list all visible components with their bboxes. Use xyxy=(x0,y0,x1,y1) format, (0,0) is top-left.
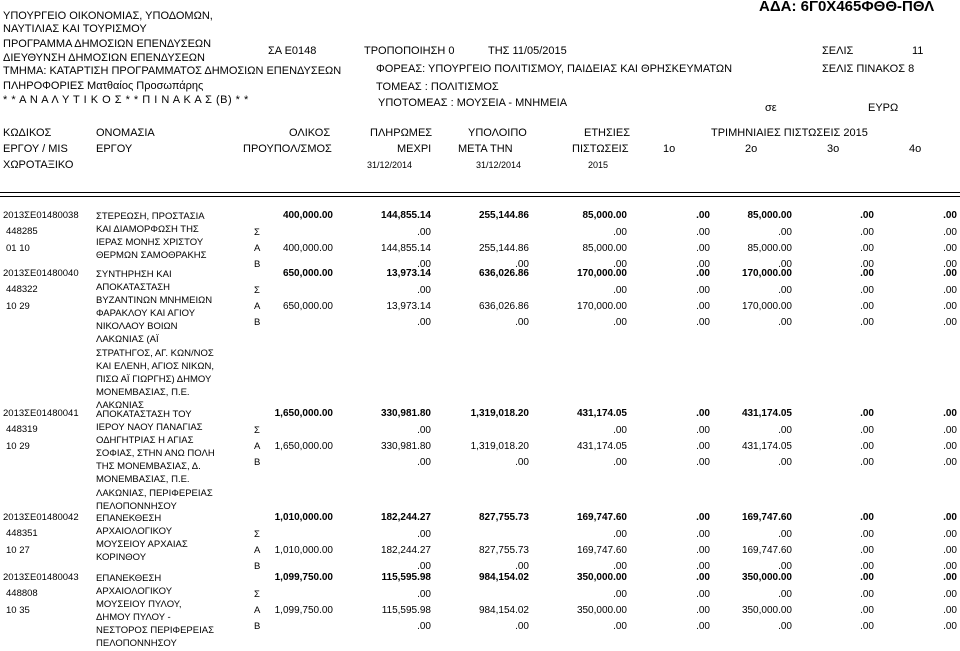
description-line: ΣΤΡΑΤΗΓΟΣ, ΑΓ. ΚΩΝ/ΝΟΣ xyxy=(96,347,214,359)
row-type-label: Α xyxy=(254,301,261,312)
cell-total: 1,099,750.00 xyxy=(274,572,333,583)
cell-q2: .00 xyxy=(778,621,792,632)
cell-paid: .00 xyxy=(417,561,431,572)
table-page-number: ΣΕΛΙΣ ΠΙΝΑΚΟΣ 8 xyxy=(822,63,915,75)
page-number: 11 xyxy=(912,45,924,57)
units-prefix: σε xyxy=(765,102,777,114)
description-line: ΕΠΑΝΕΚΘΕΣΗ xyxy=(96,513,162,524)
cell-q1: .00 xyxy=(696,259,710,270)
cell-annual: 431,174.05 xyxy=(576,441,627,452)
project-code: 2013ΣΕ01480043 xyxy=(3,572,79,583)
cell-q4: .00 xyxy=(943,457,957,468)
cell-paid: .00 xyxy=(417,589,431,600)
cell-q2: .00 xyxy=(778,589,792,600)
project-description xyxy=(96,210,246,262)
cell-q2: 431,174.05 xyxy=(741,441,792,452)
col-etisies-2: ΠΙΣΤΩΣΕΙΣ xyxy=(572,143,629,155)
cell-q2: .00 xyxy=(778,227,792,238)
project-region: 10 27 xyxy=(6,545,30,556)
cell-rest: 1,319,018.20 xyxy=(470,408,529,419)
cell-annual: 350,000.00 xyxy=(576,605,627,616)
cell-paid: .00 xyxy=(417,259,431,270)
cell-annual: 350,000.00 xyxy=(576,572,627,583)
cell-q2: 169,747.60 xyxy=(741,512,792,523)
cell-paid: 144,855.14 xyxy=(380,210,431,221)
row-type-label: Β xyxy=(254,621,261,632)
cell-annual: .00 xyxy=(613,317,627,328)
cell-q4: .00 xyxy=(943,572,957,583)
description-line: ΣΟΦΙΑΣ, ΣΤΗΝ ΑΝΩ ΠΟΛΗ xyxy=(96,448,215,460)
project-code: 2013ΣΕ01480040 xyxy=(3,268,79,279)
analytic-table-title: * * Α Ν Α Λ Υ Τ Ι Κ Ο Σ * * Π Ι Ν Α Κ Α Σ (Β) * * xyxy=(3,94,249,106)
cell-rest: .00 xyxy=(515,621,529,632)
cell-rest: 984,154.02 xyxy=(478,572,529,583)
cell-annual: 431,174.05 xyxy=(576,408,627,419)
cell-annual: 85,000.00 xyxy=(582,210,627,221)
description-line: ΜΟΝΕΜΒΑΣΙΑΣ, Π.Ε. xyxy=(96,386,190,398)
cell-paid: .00 xyxy=(417,227,431,238)
info-line: ΠΛΗΡΟΦΟΡΙΕΣ Ματθαίος Προσωπάρης xyxy=(3,80,204,92)
description-line: ΠΕΛΟΠΟΝΝΗΣΟΥ xyxy=(96,500,177,512)
cell-paid: 182,244.27 xyxy=(380,512,431,523)
cell-q2: 431,174.05 xyxy=(741,408,792,419)
cell-q3: .00 xyxy=(860,621,874,632)
cell-paid: .00 xyxy=(417,425,431,436)
cell-total: 650,000.00 xyxy=(282,268,333,279)
description-line: ΑΠΟΚΑΤΑΣΤΑΣΗ xyxy=(96,282,171,294)
description-line: ΙΕΡΟΥ ΝΑΟΥ ΠΑΝΑΓΙΑΣ xyxy=(96,422,203,434)
cell-paid: 13,973.14 xyxy=(386,301,431,312)
cell-q1: .00 xyxy=(696,572,710,583)
cell-paid: .00 xyxy=(417,529,431,540)
col-q2: 2ο xyxy=(745,143,758,155)
cell-q2: 169,747.60 xyxy=(741,545,792,556)
col-ypoloipo-3: 31/12/2014 xyxy=(476,160,522,170)
header-separator-bottom xyxy=(0,196,960,197)
cell-rest: 636,026.86 xyxy=(478,268,529,279)
col-kodikos-3: ΧΩΡΟΤΑΞΙΚΟ xyxy=(3,159,74,171)
cell-rest: 255,144.86 xyxy=(478,210,529,221)
cell-q2: .00 xyxy=(778,561,792,572)
cell-q1: .00 xyxy=(696,210,710,221)
row-type-label: Β xyxy=(254,259,261,270)
col-olikos-1: ΟΛΙΚΟΣ xyxy=(289,127,331,139)
description-line: ΟΔΗΓΗΤΡΙΑΣ Η ΑΓΙΑΣ xyxy=(96,435,194,447)
cell-q3: .00 xyxy=(860,561,874,572)
project-code: 2013ΣΕ01480041 xyxy=(3,408,79,419)
cell-q3: .00 xyxy=(860,210,874,221)
header-separator-top xyxy=(0,192,960,193)
row-type-label: Σ xyxy=(254,589,260,600)
col-onomasia-2: ΕΡΓΟΥ xyxy=(96,143,133,155)
ministry-line-2: ΝΑΥΤΙΛΙΑΣ ΚΑΙ ΤΟΥΡΙΣΜΟΥ xyxy=(3,23,147,35)
cell-total: 1,099,750.00 xyxy=(274,605,333,616)
description-line: ΤΗΣ ΜΟΝΕΜΒΑΣΙΑΣ, Δ. xyxy=(96,461,201,473)
cell-rest: .00 xyxy=(515,259,529,270)
cell-q1: .00 xyxy=(696,512,710,523)
col-onomasia-1: ΟΝΟΜΑΣΙΑ xyxy=(96,127,155,139)
col-q1: 1ο xyxy=(663,143,676,155)
cell-q4: .00 xyxy=(943,621,957,632)
description-line: ΘΕΡΜΩΝ ΣΑΜΟΘΡΑΚΗΣ xyxy=(96,250,207,262)
col-olikos-2: ΠΡΟΥΠΟΛ/ΣΜΟΣ xyxy=(243,143,332,155)
description-line: ΣΤΕΡΕΩΣΗ, ΠΡΟΣΤΑΣΙΑ xyxy=(96,211,205,222)
row-type-label: Β xyxy=(254,561,261,572)
row-type-label: Σ xyxy=(254,285,260,296)
cell-q4: .00 xyxy=(943,408,957,419)
cell-q1: .00 xyxy=(696,441,710,452)
description-line: ΒΥΖΑΝΤΙΝΩΝ ΜΝΗΜΕΙΩΝ xyxy=(96,295,213,307)
cell-annual: 170,000.00 xyxy=(576,268,627,279)
row-type-label: Α xyxy=(254,243,261,254)
cell-annual: .00 xyxy=(613,285,627,296)
cell-total: 400,000.00 xyxy=(282,210,333,221)
description-line: ΚΑΙ ΕΛΕΝΗ, ΑΓΙΟΣ ΝΙΚΩΝ, xyxy=(96,360,214,372)
cell-q4: .00 xyxy=(943,243,957,254)
cell-q2: .00 xyxy=(778,317,792,328)
description-line: ΛΑΚΩΝΙΑΣ, ΠΕΡΙΦΕΡΕΙΑΣ xyxy=(96,487,213,499)
description-line: ΚΟΡΙΝΘΟΥ xyxy=(96,552,147,564)
cell-q4: .00 xyxy=(943,285,957,296)
cell-q1: .00 xyxy=(696,243,710,254)
cell-total: 400,000.00 xyxy=(282,243,333,254)
project-region: 10 29 xyxy=(6,441,30,452)
amendment-date: ΤΗΣ 11/05/2015 xyxy=(488,45,567,57)
cell-paid: 330,981.80 xyxy=(380,441,431,452)
description-line: ΕΠΑΝΕΚΘΕΣΗ xyxy=(96,573,162,584)
cell-total: 1,650,000.00 xyxy=(274,408,333,419)
cell-rest: .00 xyxy=(515,561,529,572)
ypotomeas-line: ΥΠΟΤΟΜΕΑΣ : ΜΟΥΣΕΙΑ - ΜΝΗΜΕΙΑ xyxy=(378,97,568,109)
description-line: ΦΑΡΑΚΛΟΥ ΚΑΙ ΑΓΙΟΥ xyxy=(96,308,196,320)
col-etisies-3: 2015 xyxy=(588,160,609,170)
sa-code: ΣΑ Ε0148 xyxy=(268,45,317,57)
description-line: ΚΑΙ ΔΙΑΜΟΡΦΩΣΗ ΤΗΣ xyxy=(96,224,199,236)
description-line: ΔΗΜΟΥ ΠΥΛΟΥ - xyxy=(96,612,171,624)
project-region: 01 10 xyxy=(6,243,30,254)
row-type-label: Α xyxy=(254,605,261,616)
cell-q3: .00 xyxy=(860,605,874,616)
cell-q3: .00 xyxy=(860,572,874,583)
cell-q1: .00 xyxy=(696,425,710,436)
row-type-label: Β xyxy=(254,317,261,328)
cell-q3: .00 xyxy=(860,408,874,419)
row-type-label: Β xyxy=(254,457,261,468)
cell-q3: .00 xyxy=(860,441,874,452)
description-line: ΑΡΧΑΙΟΛΟΓΙΚΟΥ xyxy=(96,526,173,538)
cell-q4: .00 xyxy=(943,317,957,328)
cell-q1: .00 xyxy=(696,301,710,312)
cell-annual: .00 xyxy=(613,589,627,600)
cell-annual: 85,000.00 xyxy=(582,243,627,254)
cell-q2: 350,000.00 xyxy=(741,572,792,583)
col-pliromes-3: 31/12/2014 xyxy=(367,160,413,170)
currency-label: ΕΥΡΩ xyxy=(868,102,899,114)
cell-q4: .00 xyxy=(943,512,957,523)
col-etisies-1: ΕΤΗΣΙΕΣ xyxy=(584,127,630,139)
cell-rest: 636,026.86 xyxy=(478,301,529,312)
cell-q2: 350,000.00 xyxy=(741,605,792,616)
cell-rest: 255,144.86 xyxy=(478,243,529,254)
cell-q4: .00 xyxy=(943,605,957,616)
cell-q4: .00 xyxy=(943,268,957,279)
project-mis: 448322 xyxy=(6,284,38,295)
cell-annual: .00 xyxy=(613,227,627,238)
cell-q3: .00 xyxy=(860,589,874,600)
cell-paid: .00 xyxy=(417,621,431,632)
cell-annual: .00 xyxy=(613,259,627,270)
col-ypoloipo-2: ΜΕΤΑ ΤΗΝ xyxy=(458,143,513,155)
cell-q2: 170,000.00 xyxy=(741,301,792,312)
cell-paid: 182,244.27 xyxy=(380,545,431,556)
cell-rest: 1,319,018.20 xyxy=(470,441,529,452)
col-pliromes-1: ΠΛΗΡΩΜΕΣ xyxy=(370,127,433,139)
col-ypoloipo-1: ΥΠΟΛΟΙΠΟ xyxy=(468,127,527,139)
description-line: ΑΠΟΚΑΤΑΣΤΑΣΗ ΤΟΥ xyxy=(96,409,192,420)
cell-q4: .00 xyxy=(943,561,957,572)
description-line: ΝΙΚΟΛΑΟΥ ΒΟΙΩΝ xyxy=(96,321,178,333)
description-line: ΜΟΥΣΕΙΟΥ ΑΡΧΑΙΑΣ xyxy=(96,539,188,551)
col-kodikos-1: ΚΩΔΙΚΟΣ xyxy=(3,127,52,139)
cell-annual: 170,000.00 xyxy=(576,301,627,312)
cell-q4: .00 xyxy=(943,425,957,436)
page-label: ΣΕΛΙΣ xyxy=(822,45,854,57)
cell-q4: .00 xyxy=(943,441,957,452)
row-type-label: Σ xyxy=(254,227,260,238)
amendment-number: ΤΡΟΠΟΠΟΙΗΣΗ 0 xyxy=(364,45,455,57)
col-kodikos-2: ΕΡΓΟΥ / MIS xyxy=(3,143,68,155)
cell-rest: 984,154.02 xyxy=(478,605,529,616)
description-line: ΛΑΚΩΝΙΑΣ xyxy=(96,399,144,411)
cell-paid: .00 xyxy=(417,457,431,468)
cell-total: 1,010,000.00 xyxy=(274,512,333,523)
description-line: ΛΑΚΩΝΙΑΣ (ΑΪ xyxy=(96,334,159,346)
cell-annual: .00 xyxy=(613,457,627,468)
cell-q3: .00 xyxy=(860,243,874,254)
cell-q3: .00 xyxy=(860,301,874,312)
cell-q3: .00 xyxy=(860,425,874,436)
description-line: ΜΟΥΣΕΙΟΥ ΠΥΛΟΥ, xyxy=(96,599,182,611)
cell-q4: .00 xyxy=(943,227,957,238)
cell-total: 1,010,000.00 xyxy=(274,545,333,556)
cell-q4: .00 xyxy=(943,210,957,221)
cell-annual: .00 xyxy=(613,529,627,540)
cell-q2: .00 xyxy=(778,457,792,468)
cell-annual: .00 xyxy=(613,561,627,572)
cell-total: 650,000.00 xyxy=(282,301,333,312)
cell-q4: .00 xyxy=(943,259,957,270)
row-type-label: Α xyxy=(254,441,261,452)
description-line: ΠΕΛΟΠΟΝΝΗΣΟΥ xyxy=(96,638,177,650)
tomeas-line: ΤΟΜΕΑΣ : ΠΟΛΙΤΙΣΜΟΣ xyxy=(376,81,499,93)
cell-q2: .00 xyxy=(778,285,792,296)
col-triminiaies: ΤΡΙΜΗΝΙΑΙΕΣ ΠΙΣΤΩΣΕΙΣ 2015 xyxy=(711,127,868,139)
directorate-line: ΔΙΕΥΘΥΝΣΗ ΔΗΜΟΣΙΩΝ ΕΠΕΝΔΥΣΕΩΝ xyxy=(3,52,205,64)
project-description xyxy=(96,408,246,513)
project-mis: 448808 xyxy=(6,588,38,599)
cell-annual: .00 xyxy=(613,621,627,632)
cell-annual: .00 xyxy=(613,425,627,436)
cell-q1: .00 xyxy=(696,457,710,468)
cell-paid: 115,595.98 xyxy=(381,572,431,583)
cell-q3: .00 xyxy=(860,268,874,279)
cell-annual: 169,747.60 xyxy=(576,545,627,556)
cell-q4: .00 xyxy=(943,301,957,312)
cell-q1: .00 xyxy=(696,589,710,600)
cell-q2: 85,000.00 xyxy=(747,243,792,254)
cell-q2: .00 xyxy=(778,425,792,436)
description-line: ΜΟΝΕΜΒΑΣΙΑΣ, Π.Ε. xyxy=(96,474,190,486)
cell-rest: 827,755.73 xyxy=(478,545,529,556)
cell-q1: .00 xyxy=(696,561,710,572)
row-type-label: Σ xyxy=(254,529,260,540)
project-description xyxy=(96,572,246,651)
description-line: ΝΕΣΤΟΡΟΣ ΠΕΡΙΦΕΡΕΙΑΣ xyxy=(96,625,214,637)
ada-code: ΑΔΑ: 6Γ0Χ465ΦΘΘ-ΠΘΛ xyxy=(759,0,935,15)
cell-q2: .00 xyxy=(778,529,792,540)
cell-paid: 115,595.98 xyxy=(381,605,431,616)
cell-q4: .00 xyxy=(943,545,957,556)
cell-paid: 13,973.14 xyxy=(386,268,431,279)
cell-q3: .00 xyxy=(860,227,874,238)
cell-q1: .00 xyxy=(696,621,710,632)
description-line: ΙΕΡΑΣ ΜΟΝΗΣ ΧΡΙΣΤΟΥ xyxy=(96,237,204,249)
cell-paid: 330,981.80 xyxy=(380,408,431,419)
cell-q1: .00 xyxy=(696,285,710,296)
cell-q1: .00 xyxy=(696,605,710,616)
cell-paid: .00 xyxy=(417,285,431,296)
description-line: ΣΥΝΤΗΡΗΣΗ ΚΑΙ xyxy=(96,269,172,280)
cell-q3: .00 xyxy=(860,285,874,296)
cell-q3: .00 xyxy=(860,259,874,270)
row-type-label: Α xyxy=(254,545,261,556)
cell-q3: .00 xyxy=(860,457,874,468)
col-q4: 4ο xyxy=(909,143,922,155)
ministry-line-1: ΥΠΟΥΡΓΕΙΟ ΟΙΚΟΝΟΜΙΑΣ, ΥΠΟΔΟΜΩΝ, xyxy=(3,10,213,22)
cell-total: 1,650,000.00 xyxy=(274,441,333,452)
project-mis: 448285 xyxy=(6,226,38,237)
cell-q2: .00 xyxy=(778,259,792,270)
cell-rest: .00 xyxy=(515,457,529,468)
cell-q1: .00 xyxy=(696,227,710,238)
cell-q1: .00 xyxy=(696,317,710,328)
project-mis: 448351 xyxy=(6,528,38,539)
cell-paid: .00 xyxy=(417,317,431,328)
cell-q2: 85,000.00 xyxy=(747,210,792,221)
cell-q3: .00 xyxy=(860,317,874,328)
program-line: ΠΡΟΓΡΑΜΜΑ ΔΗΜΟΣΙΩΝ ΕΠΕΝΔΥΣΕΩΝ xyxy=(3,38,212,50)
cell-q1: .00 xyxy=(696,545,710,556)
col-pliromes-2: ΜΕΧΡΙ xyxy=(397,143,432,155)
cell-q1: .00 xyxy=(696,408,710,419)
description-line: ΠΙΣΩ ΑΪ ΓΙΩΡΓΗΣ) ΔΗΜΟΥ xyxy=(96,373,212,385)
cell-rest: 827,755.73 xyxy=(478,512,529,523)
cell-q3: .00 xyxy=(860,529,874,540)
cell-annual: 169,747.60 xyxy=(576,512,627,523)
description-line: ΑΡΧΑΙΟΛΟΓΙΚΟΥ xyxy=(96,586,173,598)
row-type-label: Σ xyxy=(254,425,260,436)
project-description xyxy=(96,268,246,412)
cell-paid: 144,855.14 xyxy=(380,243,431,254)
project-region: 10 35 xyxy=(6,605,30,616)
project-region: 10 29 xyxy=(6,301,30,312)
cell-q4: .00 xyxy=(943,529,957,540)
cell-q3: .00 xyxy=(860,545,874,556)
cell-rest: .00 xyxy=(515,317,529,328)
project-code: 2013ΣΕ01480038 xyxy=(3,210,79,221)
department-line: ΤΜΗΜΑ: ΚΑΤΑΡΤΙΣΗ ΠΡΟΓΡΑΜΜΑΤΟΣ ΔΗΜΟΣΙΩΝ ΕΠΕΝΔΥΣΕΩΝ xyxy=(3,65,342,77)
col-q3: 3ο xyxy=(827,143,840,155)
foreas-line: ΦΟΡΕΑΣ: ΥΠΟΥΡΓΕΙΟ ΠΟΛΙΤΙΣΜΟΥ, ΠΑΙΔΕΙΑΣ ΚΑΙ ΘΡΗΣΚΕΥΜΑΤΩΝ xyxy=(376,63,733,75)
project-description xyxy=(96,512,246,564)
cell-q2: 170,000.00 xyxy=(741,268,792,279)
cell-q3: .00 xyxy=(860,512,874,523)
cell-q4: .00 xyxy=(943,589,957,600)
project-code: 2013ΣΕ01480042 xyxy=(3,512,79,523)
project-mis: 448319 xyxy=(6,424,38,435)
cell-q1: .00 xyxy=(696,529,710,540)
cell-q1: .00 xyxy=(696,268,710,279)
